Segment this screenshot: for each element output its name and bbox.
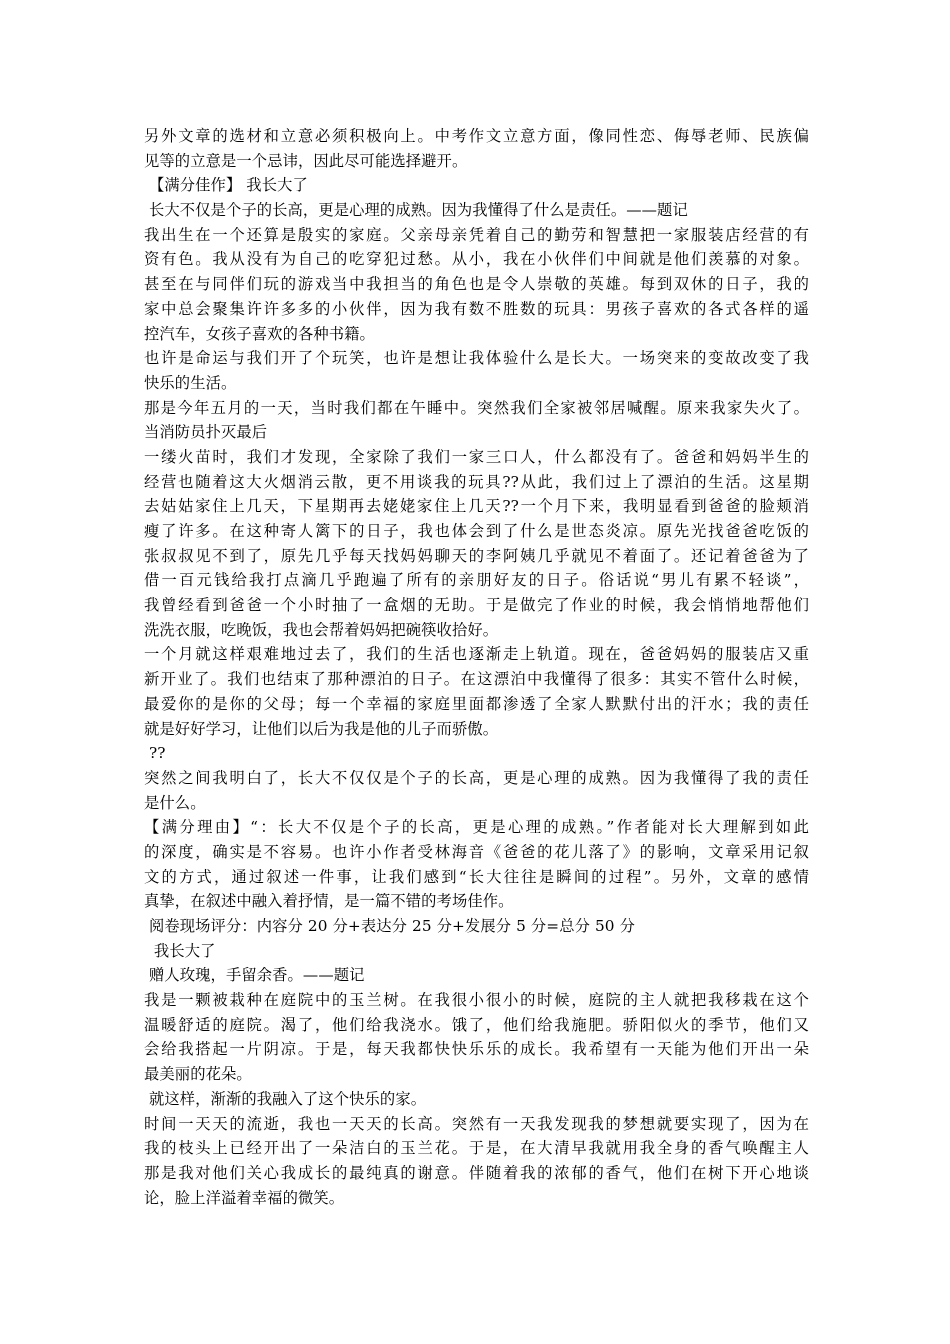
text-line: 洗洗衣服，吃晚饭，我也会帮着妈妈把碗筷收拾好。: [144, 620, 499, 639]
text-line: 见等的立意是一个忌讳，因此尽可能选择避开。: [144, 151, 468, 170]
text-line: 我曾经看到爸爸一个小时抽了一盒烟的无助。于是做完了作业的时候，我会悄悄地帮他们: [144, 596, 809, 615]
text-line: 【满分佳作】 我长大了: [144, 176, 308, 195]
text-line: 那是我对他们关心我成长的最纯真的谢意。伴随着我的浓郁的香气，他们在树下开心地谈: [144, 1163, 809, 1182]
text-line: 最美丽的花朵。: [144, 1065, 252, 1084]
text-line: 甚至在与同伴们玩的游戏当中我担当的角色也是令人崇敬的英雄。每到双休的日子，我的: [144, 275, 809, 294]
text-line: 张叔叔见不到了，原先几乎每天找妈妈聊天的李阿姨几乎就见不着面了。还记着爸爸为了: [144, 546, 809, 565]
text-line: 的深度，确实是不容易。也许小作者受林海音《爸爸的花儿落了》的影响，文章采用记叙: [144, 842, 809, 861]
text-line: 就这样，渐渐的我融入了这个快乐的家。: [144, 1089, 427, 1108]
text-line: 那是今年五月的一天，当时我们都在午睡中。突然我们全家被邻居喊醒。原来我家失火了。: [144, 398, 809, 417]
document-body: [144, 124, 809, 1210]
text-line: 会给我搭起一片阴凉。于是，每天我都快快乐乐的成长。我希望有一天能为他们开出一朵: [144, 1040, 809, 1059]
text-line: 家中总会聚集许许多多的小伙伴，因为我有数不胜数的玩具：男孩子喜欢的各式各样的遥: [144, 299, 809, 318]
text-line: 瘦了许多。在这种寄人篱下的日子，我也体会到了什么是世态炎凉。原先光找爸爸吃饭的: [144, 522, 809, 540]
text-line: 另外文章的选材和立意必须积极向上。中考作文立意方面，像同性恋、侮辱老师、民族偏: [144, 127, 809, 145]
text-line: 温暖舒适的庭院。渴了，他们给我浇水。饿了，他们给我施肥。骄阳似火的季节，他们又: [144, 1015, 809, 1034]
text-line: 一个月就这样艰难地过去了，我们的生活也逐渐走上轨道。现在，爸爸妈妈的服装店又重: [144, 645, 809, 664]
text-line: ??: [144, 744, 166, 763]
text-line: 真挚，在叙述中融入着抒情，是一篇不错的考场佳作。: [144, 892, 514, 911]
text-line: 一缕火苗时，我们才发现，全家除了我们一家三口人，什么都没有了。爸爸和妈妈半生的: [144, 447, 809, 466]
text-line: 论，脸上洋溢着幸福的微笑。: [144, 1188, 345, 1207]
text-line: 我是一颗被栽种在庭院中的玉兰树。在我很小很小的时候，庭院的主人就把我移栽在这个: [144, 991, 809, 1010]
text-line: 当消防员扑灭最后: [144, 423, 268, 442]
text-line: 赠人玫瑰，手留余香。——题记: [144, 966, 365, 985]
text-line: 文的方式，通过叙述一件事，让我们感到“长大往往是瞬间的过程”。另外，文章的感情: [144, 867, 809, 886]
text-line: 我出生在一个还算是殷实的家庭。父亲母亲凭着自己的勤劳和智慧把一家服装店经营的有: [144, 225, 809, 244]
text-line: 去姑姑家住上几天，下星期再去姥姥家住上几天??一个月下来，我明显看到爸爸的脸颊消: [144, 497, 809, 516]
text-line: 快乐的生活。: [144, 373, 237, 392]
text-line: 长大不仅是个子的长高，更是心理的成熟。因为我懂得了什么是责任。——题记: [144, 201, 688, 220]
text-line: 阅卷现场评分：内容分 20 分+表达分 25 分+发展分 5 分=总分 50 分: [144, 917, 635, 935]
text-line: 也许是命运与我们开了个玩笑，也许是想让我体验什么是长大。一场突来的变故改变了我: [144, 349, 809, 368]
text-line: 突然之间我明白了，长大不仅仅是个子的长高，更是心理的成熟。因为我懂得了我的责任: [144, 768, 809, 787]
text-line: 【满分理由】“：长大不仅是个子的长高，更是心理的成熟。”作者能对长大理解到如此: [144, 818, 809, 837]
text-line: 最爱你的是你的父母；每一个幸福的家庭里面都渗透了全家人默默付出的汗水；我的责任: [144, 694, 809, 713]
text-line: 资有色。我从没有为自己的吃穿犯过愁。从小，我在小伙伴们中间就是他们羡慕的对象。: [144, 250, 809, 269]
text-line: 我的枝头上已经开出了一朵洁白的玉兰花。于是，在大清早我就用我全身的香气唤醒主人: [144, 1139, 809, 1158]
text-line: 我长大了: [144, 941, 216, 960]
text-line: 是什么。: [144, 793, 206, 812]
text-line: 时间一天天的流逝，我也一天天的长高。突然有一天我发现我的梦想就要实现了，因为在: [144, 1114, 809, 1133]
text-line: 新开业了。我们也结束了那种漂泊的日子。在这漂泊中我懂得了很多：其实不管什么时候，: [144, 670, 809, 689]
text-line: 就是好好学习，让他们以后为我是他的儿子而骄傲。: [144, 719, 499, 738]
text-line: 经营也随着这大火烟消云散，更不用谈我的玩具??从此，我们过上了漂泊的生活。这星期: [144, 472, 809, 491]
text-line: 借一百元钱给我打点滴几乎跑遍了所有的亲朋好友的日子。俗话说“男儿有累不轻谈”，: [144, 571, 809, 590]
text-line: 控汽车，女孩子喜欢的各种书籍。: [144, 324, 375, 343]
